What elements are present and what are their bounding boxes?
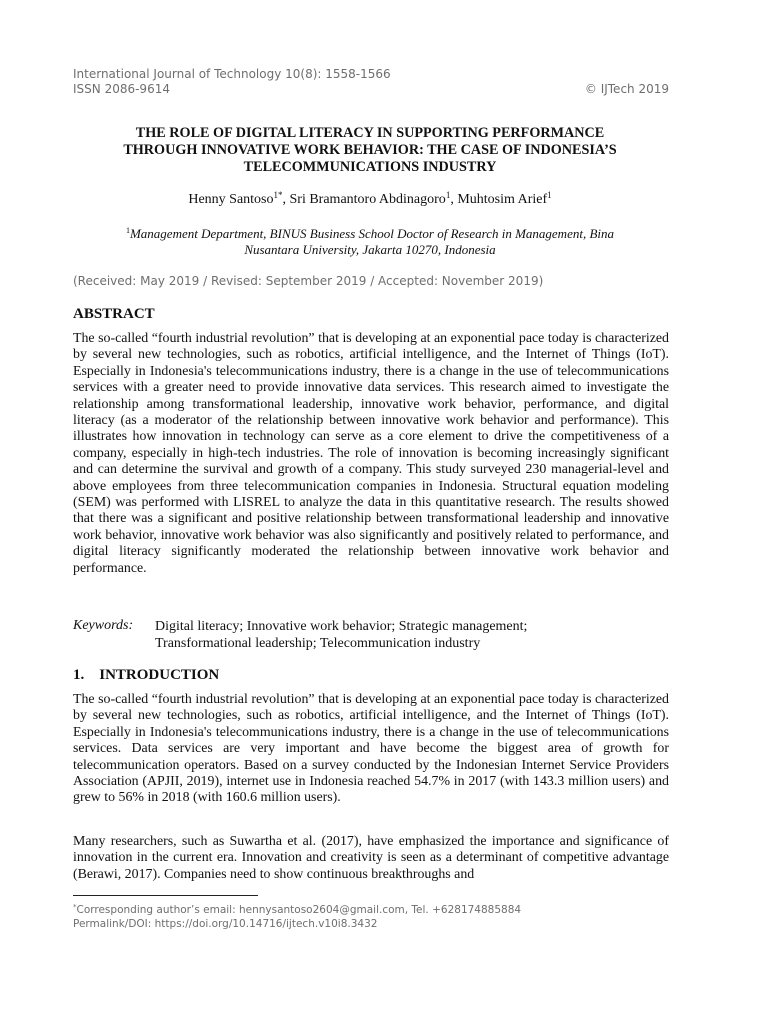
- copyright: © IJTech 2019: [584, 82, 669, 96]
- affiliation-mark: 1: [125, 226, 130, 235]
- introduction-paragraph: Many researchers, such as Suwartha et al. (2017), have emphasized the importance and significance of innovation in the current era. Innovation and creativity is seen as a determinant of competitive advantage (Berawi, 2017). Companies need to show continuous breakthroughs and: [73, 834, 669, 882]
- title-line: TELECOMMUNICATIONS INDUSTRY: [243, 159, 497, 175]
- footnote-divider: [73, 895, 258, 896]
- title-line: THE ROLE OF DIGITAL LITERACY IN SUPPORTING PERFORMANCE: [135, 125, 605, 141]
- author-list: Henny Santoso$^{1*}$, Sri Bramantoro Abdinagoro$^1$, Muhtosim Arief$^1$: [188, 190, 552, 207]
- author-mark: 1*: [273, 190, 283, 200]
- issn: ISSN 2086-9614: [73, 82, 170, 96]
- title-line: THROUGH INNOVATIVE WORK BEHAVIOR: THE CASE OF INDONESIA’S: [123, 142, 617, 158]
- author-name: Muhtosim Arief: [457, 192, 548, 207]
- author-mark: 1: [547, 190, 552, 200]
- journal-citation: International Journal of Technology 10(8): 1558-1566: [73, 67, 391, 81]
- abstract-heading: ABSTRACT: [73, 306, 155, 322]
- introduction-heading: 1. INTRODUCTION: [73, 667, 220, 683]
- author-mark: 1: [445, 190, 451, 200]
- affiliation-line: Management Department, BINUS Business School Doctor of Research in Management, Bina: [129, 226, 615, 241]
- footnote-mark: *: [73, 903, 77, 911]
- corresponding-author-footnote: [73, 904, 521, 916]
- doi-footnote[interactable]: Permalink/DOI: https://doi.org/10.14716/ijtech.v10i8.3432: [73, 918, 378, 930]
- abstract-text: The so-called “fourth industrial revolution” that is developing at an exponential pace today is characterized by several new technologies, such as robotics, artificial intelligence, and the Internet of Things (IoT). Especially in Indonesia's telecommunications industry, there is a change in the use of telecommunications services with a greater need to provide innovative data services. This research aimed to investigate the relationship among transformational leadership, innovative work behavior, performance, and digital literacy (as a moderator of the relationship between innovative work behavior and performance). This illustrates how innovation in technology can serve as a core element to drive the competitiveness of a company, especially in high-tech industries. The role of innovation is becoming increasingly significant and can determine the survival and growth of a company. This study surveyed 230 managerial-level and above employees from three telecommunication companies in Indonesia. Structural equation modeling (SEM) was performed with LISREL to analyze the data in this quantitative research. The results showed that there was a significant and positive relationship between transformational leadership and innovative work behavior, innovative work behavior was also significantly and positively related to performance, and digital literacy significantly moderated the relationship between innovative work behavior and performance.: [73, 331, 669, 576]
- corresponding-email[interactable]: Corresponding author’s email: hennysantoso2604@gmail.com, Tel. +628174885884: [76, 904, 522, 916]
- keywords-line: Digital literacy; Innovative work behavior; Strategic management;: [155, 619, 528, 634]
- keywords-list: [155, 618, 655, 652]
- keywords-label: Keywords:: [73, 618, 134, 633]
- keywords-line: Transformational leadership; Telecommunication industry: [155, 636, 481, 651]
- introduction-paragraph: The so-called “fourth industrial revolution” that is developing at an exponential pace today is characterized by several new technologies, such as robotics, artificial intelligence, and the Internet of Things (IoT). Especially in Indonesia's telecommunications industry, there is a change in the use of telecommunications services. Data services are very important and have become the biggest area of growth for telecommunication operators. Based on a survey conducted by the Indonesian Internet Service Providers Association (APJII, 2019), internet use in Indonesia reached 54.7% in 2017 (with 143.3 million users) and grew to 56% in 2018 (with 160.6 million users).: [73, 692, 669, 806]
- author-name: Henny Santoso: [188, 192, 274, 207]
- affiliation: [75, 226, 665, 258]
- submission-dates: (Received: May 2019 / Revised: September 2019 / Accepted: November 2019): [73, 274, 544, 288]
- paper-title: [60, 125, 680, 176]
- affiliation-line: Nusantara University, Jakarta 10270, Indonesia: [244, 242, 496, 257]
- author-name: Sri Bramantoro Abdinagoro: [289, 192, 446, 207]
